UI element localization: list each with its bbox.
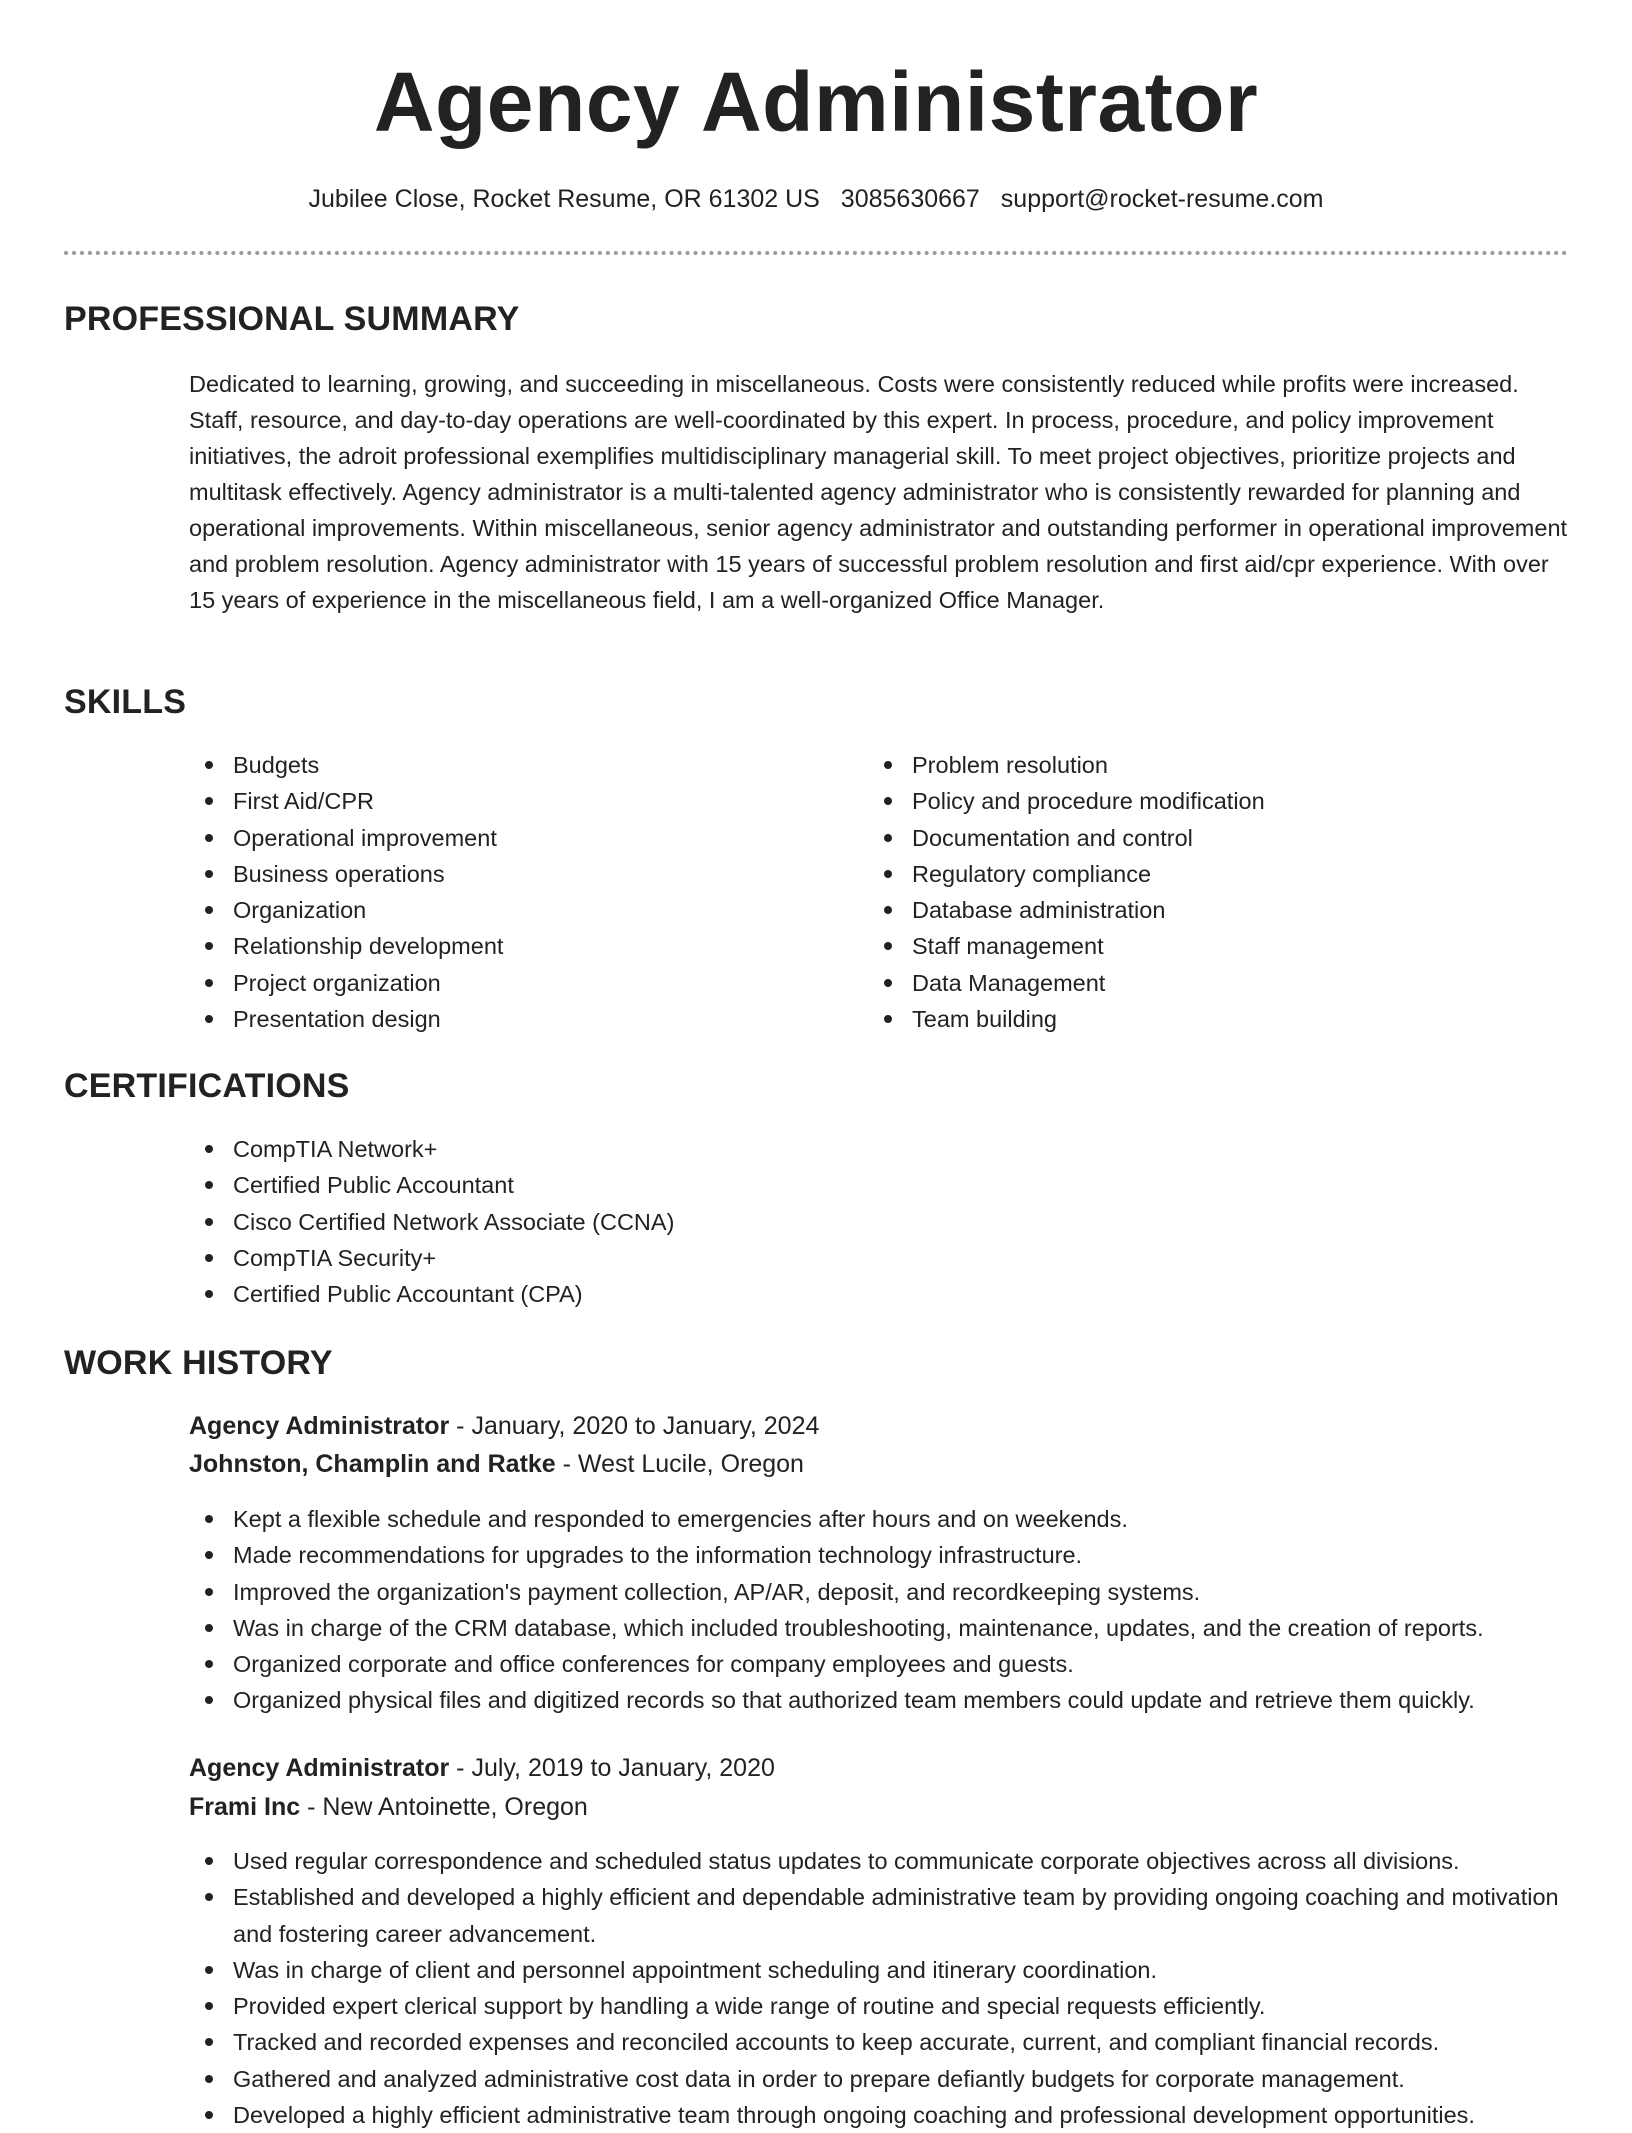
work-history-heading: WORK HISTORY bbox=[64, 1344, 333, 1382]
job-company: Frami Inc bbox=[189, 1793, 301, 1821]
job-duty-item: Was in charge of client and personnel appointment scheduling and itinerary coordination. bbox=[189, 1952, 1569, 1988]
summary-text: Dedicated to learning, growing, and succeeding in miscellaneous. Costs were consistently reduced while profits were increased. Staff, resource, and day-to-day operations are well-coordinated by this expert. In process, procedure, and policy improvement initiatives, the adroit professional exemplifies multidisciplinary managerial skill. To meet project objectives, prioritize projects and multitask effectively. Agency administrator is a multi-talented agency administrator who is consistently rewarded for planning and operational improvements. Within miscellaneous, senior agency administrator and outstanding performer in operational improvement and problem resolution. Agency administrator with 15 years of successful problem resolution and first aid/cpr experience. With over 15 years of experience in the miscellaneous field, I am a well-organized Office Manager. bbox=[189, 371, 1568, 613]
skill-item: Project organization bbox=[189, 965, 829, 1001]
job-duty-item: Developed a highly efficient administrative team through ongoing coaching and professional development opportunities. bbox=[189, 2097, 1569, 2133]
job-duty-item: Organized physical files and digitized records so that authorized team members could update and retrieve them quickly. bbox=[189, 1682, 1569, 1718]
job-duty-item: Gathered and analyzed administrative cost data in order to prepare defiantly budgets for corporate management. bbox=[189, 2061, 1569, 2097]
certification-item: CompTIA Network+ bbox=[189, 1131, 1089, 1167]
job-company-line bbox=[189, 1788, 588, 1826]
skill-item: Operational improvement bbox=[189, 820, 829, 856]
resume-name: Agency Administrator bbox=[373, 55, 1259, 149]
certification-item: Certified Public Accountant (CPA) bbox=[189, 1276, 1089, 1312]
skill-item: Staff management bbox=[868, 928, 1548, 964]
job-duty-item: Improved the organization's payment collection, AP/AR, deposit, and recordkeeping systems. bbox=[189, 1574, 1569, 1610]
skill-item: Presentation design bbox=[189, 1001, 829, 1037]
job-title-line bbox=[189, 1407, 819, 1445]
job-duty-item: Kept a flexible schedule and responded to emergencies after hours and on weekends. bbox=[189, 1501, 1569, 1537]
job-location: - New Antoinette, Oregon bbox=[300, 1793, 588, 1821]
skills-list-left bbox=[189, 747, 829, 1037]
skill-item: Documentation and control bbox=[868, 820, 1548, 856]
summary-heading: PROFESSIONAL SUMMARY bbox=[64, 300, 520, 338]
job-title: Agency Administrator bbox=[189, 1412, 450, 1440]
job-duty-item: Used regular correspondence and scheduled status updates to communicate corporate objectives across all divisions. bbox=[189, 1843, 1569, 1879]
certifications-heading: CERTIFICATIONS bbox=[64, 1067, 350, 1105]
job-duty-item: Organized corporate and office conferences for company employees and guests. bbox=[189, 1646, 1569, 1682]
job-duty-item: Tracked and recorded expenses and reconciled accounts to keep accurate, current, and compliant financial records. bbox=[189, 2024, 1569, 2060]
contact-phone: 3085630667 bbox=[840, 185, 980, 213]
skill-item: Data Management bbox=[868, 965, 1548, 1001]
contact-line bbox=[0, 181, 1632, 217]
skill-item: Budgets bbox=[189, 747, 829, 783]
certifications-list bbox=[189, 1131, 1089, 1312]
skill-item: Business operations bbox=[189, 856, 829, 892]
job-company-line bbox=[189, 1445, 804, 1483]
contact-address: Jubilee Close, Rocket Resume, OR 61302 US bbox=[308, 185, 820, 213]
job-duties-list bbox=[189, 1501, 1569, 1719]
certification-item: CompTIA Security+ bbox=[189, 1240, 1089, 1276]
skill-item: Relationship development bbox=[189, 928, 829, 964]
skill-item: Database administration bbox=[868, 892, 1548, 928]
skill-item: Policy and procedure modification bbox=[868, 783, 1548, 819]
job-title-line bbox=[189, 1749, 775, 1787]
job-location: - West Lucile, Oregon bbox=[555, 1450, 804, 1478]
skill-item: Problem resolution bbox=[868, 747, 1548, 783]
contact-email[interactable]: support@rocket-resume.com bbox=[1000, 185, 1324, 213]
job-duties-list bbox=[189, 1843, 1569, 2133]
header-divider bbox=[64, 251, 1568, 255]
skill-item: First Aid/CPR bbox=[189, 783, 829, 819]
skill-item: Regulatory compliance bbox=[868, 856, 1548, 892]
certification-item: Certified Public Accountant bbox=[189, 1167, 1089, 1203]
certification-item: Cisco Certified Network Associate (CCNA) bbox=[189, 1204, 1089, 1240]
job-dates: - July, 2019 to January, 2020 bbox=[449, 1754, 775, 1782]
skills-heading: SKILLS bbox=[64, 683, 187, 721]
job-duty-item: Was in charge of the CRM database, which included troubleshooting, maintenance, updates, and the creation of reports. bbox=[189, 1610, 1569, 1646]
job-title: Agency Administrator bbox=[189, 1754, 450, 1782]
skill-item: Organization bbox=[189, 892, 829, 928]
skills-list-right bbox=[868, 747, 1548, 1037]
skill-item: Team building bbox=[868, 1001, 1548, 1037]
job-duty-item: Made recommendations for upgrades to the information technology infrastructure. bbox=[189, 1537, 1569, 1573]
job-duty-item: Provided expert clerical support by handling a wide range of routine and special requests efficiently. bbox=[189, 1988, 1569, 2024]
job-dates: - January, 2020 to January, 2024 bbox=[449, 1412, 820, 1440]
job-duty-item: Established and developed a highly efficient and dependable administrative team by providing ongoing coaching and motivation and fostering career advancement. bbox=[189, 1879, 1569, 1952]
job-company: Johnston, Champlin and Ratke bbox=[189, 1450, 556, 1478]
